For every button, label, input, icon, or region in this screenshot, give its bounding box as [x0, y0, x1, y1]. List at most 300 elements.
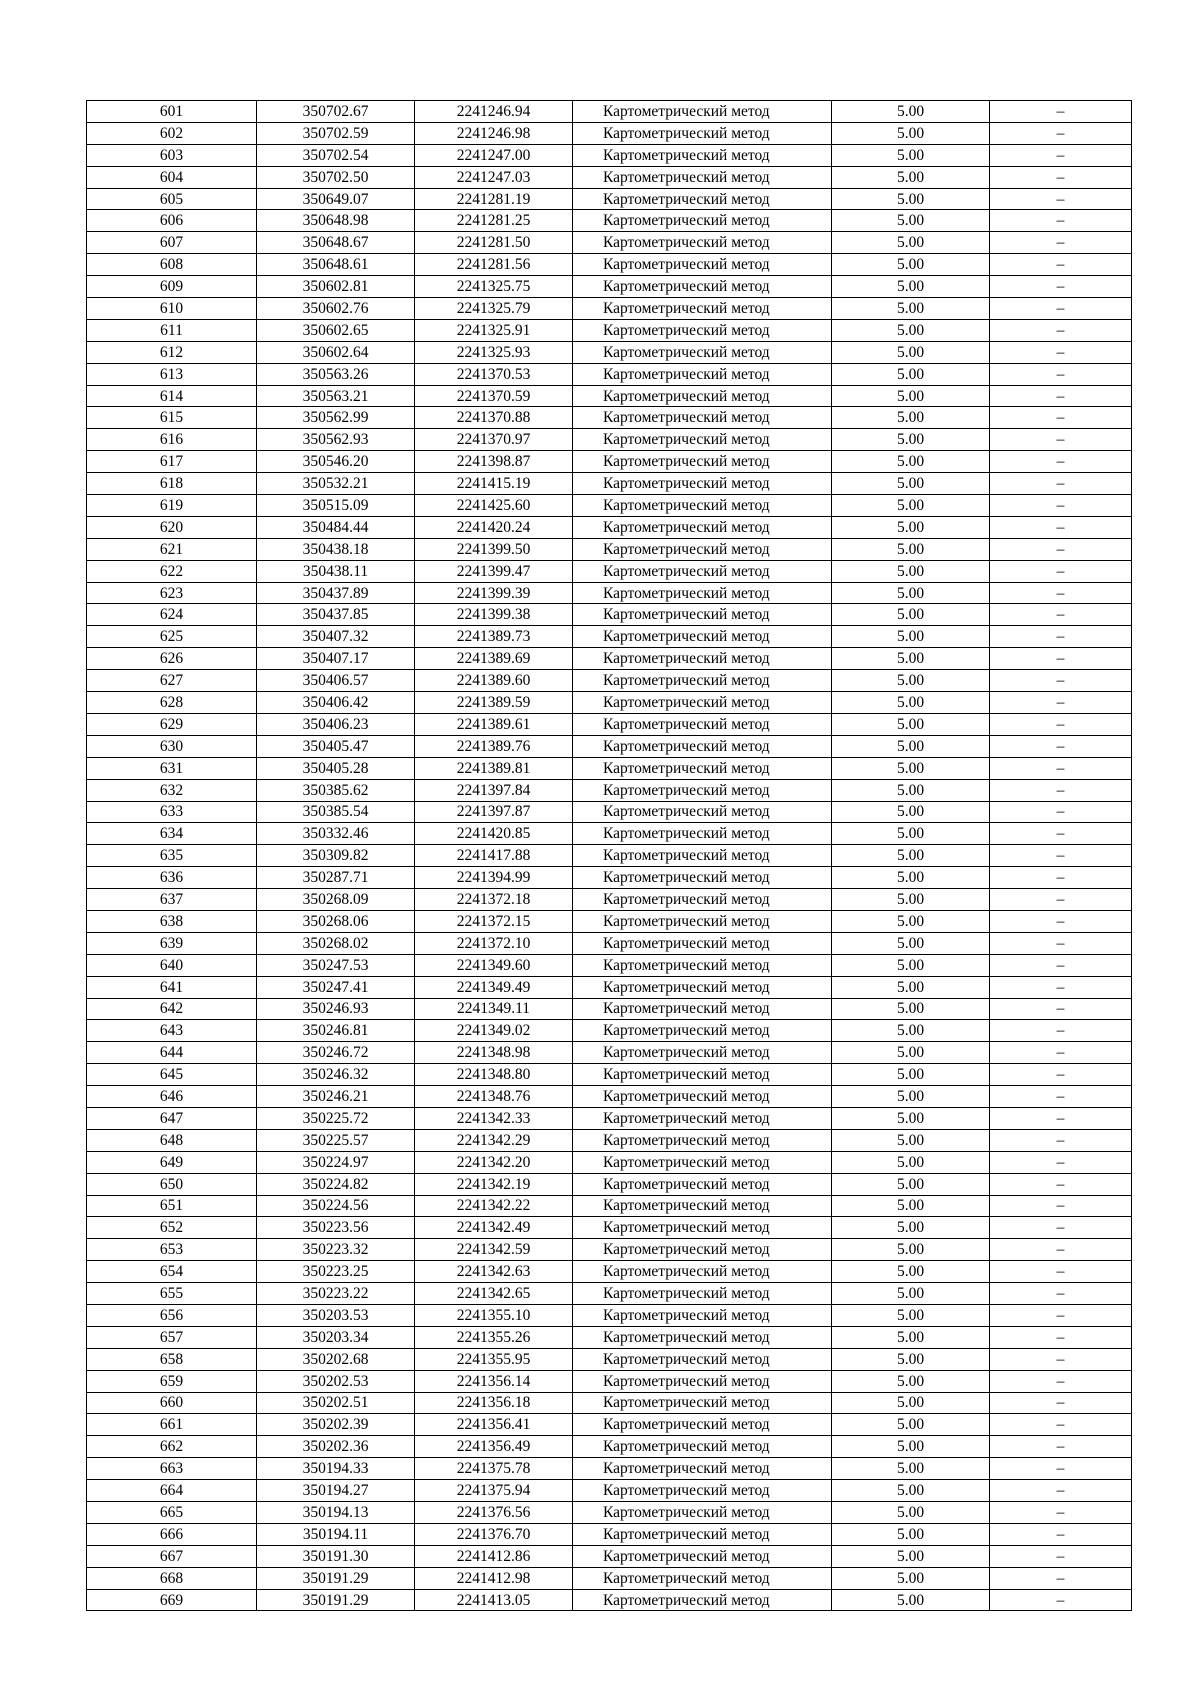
accuracy-cell: 5.00	[832, 998, 990, 1020]
accuracy-cell: 5.00	[832, 1239, 990, 1261]
accuracy-cell: 5.00	[832, 670, 990, 692]
y-coordinate-cell: 2241342.63	[415, 1261, 573, 1283]
accuracy-cell: 5.00	[832, 976, 990, 998]
table-row	[87, 1480, 1132, 1502]
accuracy-cell: 5.00	[832, 845, 990, 867]
x-coordinate-cell: 350223.22	[257, 1283, 415, 1305]
accuracy-cell: 5.00	[832, 122, 990, 144]
point-number-cell: 610	[87, 298, 257, 320]
accuracy-cell: 5.00	[832, 910, 990, 932]
point-number-cell: 638	[87, 910, 257, 932]
table-row	[87, 210, 1132, 232]
method-cell: Картометрический метод	[573, 1392, 832, 1414]
x-coordinate-cell: 350602.76	[257, 298, 415, 320]
accuracy-cell: 5.00	[832, 1217, 990, 1239]
table-row	[87, 1545, 1132, 1567]
method-cell: Картометрический метод	[573, 166, 832, 188]
x-coordinate-cell: 350562.93	[257, 429, 415, 451]
description-cell: –	[990, 1195, 1132, 1217]
table-row	[87, 1348, 1132, 1370]
description-cell: –	[990, 101, 1132, 123]
x-coordinate-cell: 350702.67	[257, 101, 415, 123]
accuracy-cell: 5.00	[832, 560, 990, 582]
x-coordinate-cell: 350202.51	[257, 1392, 415, 1414]
description-cell: –	[990, 1042, 1132, 1064]
accuracy-cell: 5.00	[832, 1283, 990, 1305]
description-cell: –	[990, 1020, 1132, 1042]
description-cell: –	[990, 648, 1132, 670]
coordinates-table-body	[87, 101, 1132, 1611]
table-row	[87, 1370, 1132, 1392]
method-cell: Картометрический метод	[573, 582, 832, 604]
y-coordinate-cell: 2241415.19	[415, 473, 573, 495]
y-coordinate-cell: 2241247.00	[415, 144, 573, 166]
y-coordinate-cell: 2241348.98	[415, 1042, 573, 1064]
x-coordinate-cell: 350438.18	[257, 538, 415, 560]
table-row	[87, 1326, 1132, 1348]
method-cell: Картометрический метод	[573, 1195, 832, 1217]
description-cell: –	[990, 254, 1132, 276]
table-row	[87, 1086, 1132, 1108]
y-coordinate-cell: 2241355.26	[415, 1326, 573, 1348]
method-cell: Картометрический метод	[573, 845, 832, 867]
method-cell: Картометрический метод	[573, 626, 832, 648]
description-cell: –	[990, 1370, 1132, 1392]
accuracy-cell: 5.00	[832, 604, 990, 626]
point-number-cell: 634	[87, 823, 257, 845]
x-coordinate-cell: 350268.02	[257, 932, 415, 954]
accuracy-cell: 5.00	[832, 1567, 990, 1589]
point-number-cell: 650	[87, 1173, 257, 1195]
method-cell: Картометрический метод	[573, 210, 832, 232]
y-coordinate-cell: 2241398.87	[415, 451, 573, 473]
accuracy-cell: 5.00	[832, 166, 990, 188]
y-coordinate-cell: 2241325.75	[415, 276, 573, 298]
table-row	[87, 757, 1132, 779]
x-coordinate-cell: 350385.62	[257, 779, 415, 801]
description-cell: –	[990, 276, 1132, 298]
description-cell: –	[990, 823, 1132, 845]
table-row	[87, 516, 1132, 538]
y-coordinate-cell: 2241372.18	[415, 889, 573, 911]
description-cell: –	[990, 626, 1132, 648]
table-row	[87, 363, 1132, 385]
description-cell: –	[990, 516, 1132, 538]
table-row	[87, 801, 1132, 823]
point-number-cell: 617	[87, 451, 257, 473]
x-coordinate-cell: 350224.97	[257, 1151, 415, 1173]
y-coordinate-cell: 2241389.76	[415, 735, 573, 757]
table-row	[87, 1414, 1132, 1436]
y-coordinate-cell: 2241246.94	[415, 101, 573, 123]
point-number-cell: 645	[87, 1064, 257, 1086]
accuracy-cell: 5.00	[832, 582, 990, 604]
table-row	[87, 1567, 1132, 1589]
method-cell: Картометрический метод	[573, 1239, 832, 1261]
point-number-cell: 623	[87, 582, 257, 604]
point-number-cell: 662	[87, 1436, 257, 1458]
accuracy-cell: 5.00	[832, 538, 990, 560]
method-cell: Картометрический метод	[573, 823, 832, 845]
x-coordinate-cell: 350223.56	[257, 1217, 415, 1239]
description-cell: –	[990, 144, 1132, 166]
accuracy-cell: 5.00	[832, 188, 990, 210]
y-coordinate-cell: 2241348.76	[415, 1086, 573, 1108]
accuracy-cell: 5.00	[832, 779, 990, 801]
point-number-cell: 630	[87, 735, 257, 757]
point-number-cell: 666	[87, 1523, 257, 1545]
point-number-cell: 602	[87, 122, 257, 144]
description-cell: –	[990, 188, 1132, 210]
method-cell: Картометрический метод	[573, 1348, 832, 1370]
point-number-cell: 627	[87, 670, 257, 692]
x-coordinate-cell: 350225.57	[257, 1129, 415, 1151]
accuracy-cell: 5.00	[832, 626, 990, 648]
table-row	[87, 319, 1132, 341]
description-cell: –	[990, 1304, 1132, 1326]
point-number-cell: 628	[87, 692, 257, 714]
point-number-cell: 618	[87, 473, 257, 495]
table-row	[87, 1151, 1132, 1173]
y-coordinate-cell: 2241356.49	[415, 1436, 573, 1458]
y-coordinate-cell: 2241349.49	[415, 976, 573, 998]
description-cell: –	[990, 1545, 1132, 1567]
description-cell: –	[990, 582, 1132, 604]
x-coordinate-cell: 350405.47	[257, 735, 415, 757]
x-coordinate-cell: 350225.72	[257, 1107, 415, 1129]
description-cell: –	[990, 1567, 1132, 1589]
accuracy-cell: 5.00	[832, 1480, 990, 1502]
x-coordinate-cell: 350648.61	[257, 254, 415, 276]
accuracy-cell: 5.00	[832, 232, 990, 254]
method-cell: Картометрический метод	[573, 801, 832, 823]
y-coordinate-cell: 2241389.60	[415, 670, 573, 692]
x-coordinate-cell: 350648.98	[257, 210, 415, 232]
accuracy-cell: 5.00	[832, 1042, 990, 1064]
method-cell: Картометрический метод	[573, 867, 832, 889]
table-row	[87, 954, 1132, 976]
method-cell: Картометрический метод	[573, 560, 832, 582]
point-number-cell: 621	[87, 538, 257, 560]
x-coordinate-cell: 350223.25	[257, 1261, 415, 1283]
y-coordinate-cell: 2241394.99	[415, 867, 573, 889]
x-coordinate-cell: 350649.07	[257, 188, 415, 210]
accuracy-cell: 5.00	[832, 144, 990, 166]
y-coordinate-cell: 2241342.29	[415, 1129, 573, 1151]
description-cell: –	[990, 1064, 1132, 1086]
x-coordinate-cell: 350515.09	[257, 495, 415, 517]
accuracy-cell: 5.00	[832, 473, 990, 495]
point-number-cell: 642	[87, 998, 257, 1020]
y-coordinate-cell: 2241247.03	[415, 166, 573, 188]
y-coordinate-cell: 2241342.65	[415, 1283, 573, 1305]
y-coordinate-cell: 2241389.81	[415, 757, 573, 779]
point-number-cell: 624	[87, 604, 257, 626]
x-coordinate-cell: 350648.67	[257, 232, 415, 254]
accuracy-cell: 5.00	[832, 1151, 990, 1173]
x-coordinate-cell: 350309.82	[257, 845, 415, 867]
table-row	[87, 188, 1132, 210]
point-number-cell: 604	[87, 166, 257, 188]
point-number-cell: 609	[87, 276, 257, 298]
point-number-cell: 652	[87, 1217, 257, 1239]
description-cell: –	[990, 779, 1132, 801]
method-cell: Картометрический метод	[573, 188, 832, 210]
y-coordinate-cell: 2241342.33	[415, 1107, 573, 1129]
description-cell: –	[990, 1480, 1132, 1502]
x-coordinate-cell: 350194.27	[257, 1480, 415, 1502]
y-coordinate-cell: 2241325.93	[415, 341, 573, 363]
method-cell: Картометрический метод	[573, 363, 832, 385]
x-coordinate-cell: 350407.32	[257, 626, 415, 648]
method-cell: Картометрический метод	[573, 1370, 832, 1392]
method-cell: Картометрический метод	[573, 1458, 832, 1480]
point-number-cell: 654	[87, 1261, 257, 1283]
method-cell: Картометрический метод	[573, 670, 832, 692]
y-coordinate-cell: 2241389.73	[415, 626, 573, 648]
description-cell: –	[990, 976, 1132, 998]
method-cell: Картометрический метод	[573, 1326, 832, 1348]
method-cell: Картометрический метод	[573, 232, 832, 254]
description-cell: –	[990, 232, 1132, 254]
x-coordinate-cell: 350203.53	[257, 1304, 415, 1326]
description-cell: –	[990, 910, 1132, 932]
description-cell: –	[990, 1261, 1132, 1283]
coordinates-table	[86, 100, 1132, 1611]
accuracy-cell: 5.00	[832, 1348, 990, 1370]
description-cell: –	[990, 954, 1132, 976]
accuracy-cell: 5.00	[832, 801, 990, 823]
y-coordinate-cell: 2241399.50	[415, 538, 573, 560]
table-row	[87, 1129, 1132, 1151]
y-coordinate-cell: 2241399.38	[415, 604, 573, 626]
point-number-cell: 664	[87, 1480, 257, 1502]
accuracy-cell: 5.00	[832, 1545, 990, 1567]
table-row	[87, 823, 1132, 845]
description-cell: –	[990, 210, 1132, 232]
accuracy-cell: 5.00	[832, 932, 990, 954]
point-number-cell: 658	[87, 1348, 257, 1370]
table-row	[87, 232, 1132, 254]
table-row	[87, 1261, 1132, 1283]
method-cell: Картометрический метод	[573, 276, 832, 298]
y-coordinate-cell: 2241389.61	[415, 713, 573, 735]
y-coordinate-cell: 2241370.97	[415, 429, 573, 451]
point-number-cell: 641	[87, 976, 257, 998]
table-row	[87, 1502, 1132, 1524]
table-row	[87, 407, 1132, 429]
method-cell: Картометрический метод	[573, 1042, 832, 1064]
accuracy-cell: 5.00	[832, 1129, 990, 1151]
method-cell: Картометрический метод	[573, 1283, 832, 1305]
description-cell: –	[990, 1458, 1132, 1480]
accuracy-cell: 5.00	[832, 1064, 990, 1086]
method-cell: Картометрический метод	[573, 1480, 832, 1502]
description-cell: –	[990, 998, 1132, 1020]
table-row	[87, 122, 1132, 144]
table-row	[87, 1239, 1132, 1261]
point-number-cell: 660	[87, 1392, 257, 1414]
y-coordinate-cell: 2241356.14	[415, 1370, 573, 1392]
description-cell: –	[990, 757, 1132, 779]
table-row	[87, 910, 1132, 932]
accuracy-cell: 5.00	[832, 516, 990, 538]
method-cell: Картометрический метод	[573, 1545, 832, 1567]
accuracy-cell: 5.00	[832, 1502, 990, 1524]
y-coordinate-cell: 2241397.84	[415, 779, 573, 801]
description-cell: –	[990, 166, 1132, 188]
y-coordinate-cell: 2241370.53	[415, 363, 573, 385]
point-number-cell: 668	[87, 1567, 257, 1589]
accuracy-cell: 5.00	[832, 692, 990, 714]
table-row	[87, 626, 1132, 648]
description-cell: –	[990, 692, 1132, 714]
y-coordinate-cell: 2241376.56	[415, 1502, 573, 1524]
point-number-cell: 606	[87, 210, 257, 232]
table-row	[87, 1107, 1132, 1129]
table-row	[87, 735, 1132, 757]
x-coordinate-cell: 350602.64	[257, 341, 415, 363]
table-row	[87, 1195, 1132, 1217]
y-coordinate-cell: 2241325.79	[415, 298, 573, 320]
y-coordinate-cell: 2241355.10	[415, 1304, 573, 1326]
description-cell: –	[990, 735, 1132, 757]
method-cell: Картометрический метод	[573, 538, 832, 560]
method-cell: Картометрический метод	[573, 122, 832, 144]
accuracy-cell: 5.00	[832, 1589, 990, 1611]
accuracy-cell: 5.00	[832, 1436, 990, 1458]
point-number-cell: 646	[87, 1086, 257, 1108]
y-coordinate-cell: 2241399.47	[415, 560, 573, 582]
description-cell: –	[990, 560, 1132, 582]
table-row	[87, 779, 1132, 801]
accuracy-cell: 5.00	[832, 1020, 990, 1042]
method-cell: Картометрический метод	[573, 1436, 832, 1458]
y-coordinate-cell: 2241397.87	[415, 801, 573, 823]
description-cell: –	[990, 1436, 1132, 1458]
description-cell: –	[990, 363, 1132, 385]
accuracy-cell: 5.00	[832, 276, 990, 298]
accuracy-cell: 5.00	[832, 1195, 990, 1217]
x-coordinate-cell: 350224.56	[257, 1195, 415, 1217]
table-row	[87, 298, 1132, 320]
table-row	[87, 1392, 1132, 1414]
accuracy-cell: 5.00	[832, 363, 990, 385]
accuracy-cell: 5.00	[832, 407, 990, 429]
table-row	[87, 276, 1132, 298]
point-number-cell: 659	[87, 1370, 257, 1392]
accuracy-cell: 5.00	[832, 1458, 990, 1480]
method-cell: Картометрический метод	[573, 1151, 832, 1173]
accuracy-cell: 5.00	[832, 1086, 990, 1108]
point-number-cell: 651	[87, 1195, 257, 1217]
description-cell: –	[990, 801, 1132, 823]
x-coordinate-cell: 350602.81	[257, 276, 415, 298]
table-row	[87, 144, 1132, 166]
y-coordinate-cell: 2241281.50	[415, 232, 573, 254]
x-coordinate-cell: 350246.72	[257, 1042, 415, 1064]
point-number-cell: 639	[87, 932, 257, 954]
x-coordinate-cell: 350484.44	[257, 516, 415, 538]
accuracy-cell: 5.00	[832, 254, 990, 276]
table-row	[87, 1064, 1132, 1086]
accuracy-cell: 5.00	[832, 319, 990, 341]
y-coordinate-cell: 2241342.59	[415, 1239, 573, 1261]
x-coordinate-cell: 350268.06	[257, 910, 415, 932]
table-row	[87, 385, 1132, 407]
x-coordinate-cell: 350202.68	[257, 1348, 415, 1370]
accuracy-cell: 5.00	[832, 1523, 990, 1545]
accuracy-cell: 5.00	[832, 648, 990, 670]
y-coordinate-cell: 2241372.15	[415, 910, 573, 932]
x-coordinate-cell: 350246.32	[257, 1064, 415, 1086]
method-cell: Картометрический метод	[573, 319, 832, 341]
y-coordinate-cell: 2241349.60	[415, 954, 573, 976]
y-coordinate-cell: 2241356.18	[415, 1392, 573, 1414]
table-row	[87, 670, 1132, 692]
point-number-cell: 633	[87, 801, 257, 823]
method-cell: Картометрический метод	[573, 1217, 832, 1239]
x-coordinate-cell: 350546.20	[257, 451, 415, 473]
table-row	[87, 1020, 1132, 1042]
y-coordinate-cell: 2241370.88	[415, 407, 573, 429]
point-number-cell: 614	[87, 385, 257, 407]
point-number-cell: 644	[87, 1042, 257, 1064]
accuracy-cell: 5.00	[832, 451, 990, 473]
point-number-cell: 669	[87, 1589, 257, 1611]
x-coordinate-cell: 350246.93	[257, 998, 415, 1020]
description-cell: –	[990, 1392, 1132, 1414]
description-cell: –	[990, 298, 1132, 320]
table-row	[87, 1283, 1132, 1305]
point-number-cell: 667	[87, 1545, 257, 1567]
x-coordinate-cell: 350202.36	[257, 1436, 415, 1458]
y-coordinate-cell: 2241417.88	[415, 845, 573, 867]
description-cell: –	[990, 407, 1132, 429]
y-coordinate-cell: 2241370.59	[415, 385, 573, 407]
table-row	[87, 604, 1132, 626]
table-row	[87, 1458, 1132, 1480]
x-coordinate-cell: 350246.21	[257, 1086, 415, 1108]
table-row	[87, 429, 1132, 451]
point-number-cell: 625	[87, 626, 257, 648]
point-number-cell: 643	[87, 1020, 257, 1042]
method-cell: Картометрический метод	[573, 144, 832, 166]
y-coordinate-cell: 2241342.22	[415, 1195, 573, 1217]
description-cell: –	[990, 1283, 1132, 1305]
point-number-cell: 612	[87, 341, 257, 363]
y-coordinate-cell: 2241412.86	[415, 1545, 573, 1567]
description-cell: –	[990, 385, 1132, 407]
description-cell: –	[990, 1414, 1132, 1436]
description-cell: –	[990, 1173, 1132, 1195]
x-coordinate-cell: 350438.11	[257, 560, 415, 582]
point-number-cell: 605	[87, 188, 257, 210]
table-row	[87, 998, 1132, 1020]
point-number-cell: 665	[87, 1502, 257, 1524]
y-coordinate-cell: 2241246.98	[415, 122, 573, 144]
method-cell: Картометрический метод	[573, 341, 832, 363]
method-cell: Картометрический метод	[573, 1086, 832, 1108]
method-cell: Картометрический метод	[573, 735, 832, 757]
table-row	[87, 101, 1132, 123]
y-coordinate-cell: 2241342.49	[415, 1217, 573, 1239]
method-cell: Картометрический метод	[573, 1261, 832, 1283]
x-coordinate-cell: 350287.71	[257, 867, 415, 889]
x-coordinate-cell: 350406.23	[257, 713, 415, 735]
x-coordinate-cell: 350562.99	[257, 407, 415, 429]
accuracy-cell: 5.00	[832, 823, 990, 845]
